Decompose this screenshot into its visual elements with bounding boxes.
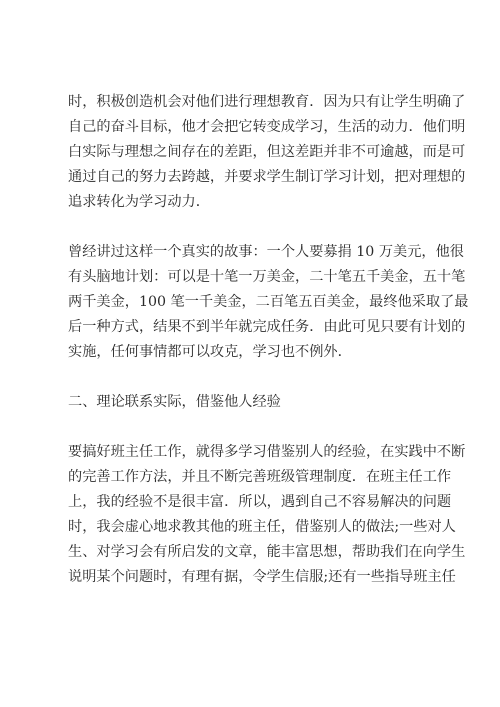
paragraph-3-line-4: 时，我会虚心地求教其他的班主任，借鉴别人的做法;一些对人	[68, 519, 456, 535]
paragraph-2-line-3: 两千美金，100 笔一千美金，二百笔五百美金，最终他采取了最	[68, 294, 469, 310]
paragraph-1-line-4: 通过自己的努力去跨越，并要求学生制订学习计划，把对理想的	[68, 169, 466, 185]
paragraph-1-line-3: 白实际与理想之间存在的差距，但这差距并非不可逾越，而是可	[68, 144, 466, 160]
paragraph-2-line-2: 有头脑地计划：可以是十笔一万美金，二十笔五千美金，五十笔	[68, 269, 466, 285]
paragraph-2-line-4: 后一种方式，结果不到半年就完成任务．由此可见只要有计划的	[68, 319, 466, 335]
section-heading: 二、理论联系实际，借鉴他人经验	[68, 394, 281, 410]
paragraph-2-line-5: 实施，任何事情都可以攻克，学习也不例外．	[68, 344, 352, 360]
paragraph-1-line-2: 自己的奋斗目标，他才会把它转变成学习，生活的动力．他们明	[68, 119, 466, 135]
paragraph-3-line-6: 说明某个问题时，有理有据，令学生信服;还有一些指导班主任	[68, 569, 456, 585]
paragraph-3-line-3: 上，我的经验不是很丰富．所以，遇到自己不容易解决的问题	[68, 494, 452, 510]
paragraph-3-line-2: 的完善工作方法，并且不断完善班级管理制度．在班主任工作	[68, 469, 452, 485]
paragraph-1-line-5: 追求转化为学习动力．	[68, 194, 210, 210]
paragraph-1-line-1: 时，积极创造机会对他们进行理想教育．因为只有让学生明确了	[68, 94, 466, 110]
paragraph-2-line-1: 曾经讲过这样一个真实的故事：一个人要募捐 10 万美元，他很	[68, 244, 464, 260]
paragraph-3-line-5: 生、对学习会有所启发的文章，能丰富思想，帮助我们在向学生	[68, 544, 466, 560]
paragraph-3-line-1: 要搞好班主任工作，就得多学习借鉴别人的经验，在实践中不断	[68, 444, 466, 460]
